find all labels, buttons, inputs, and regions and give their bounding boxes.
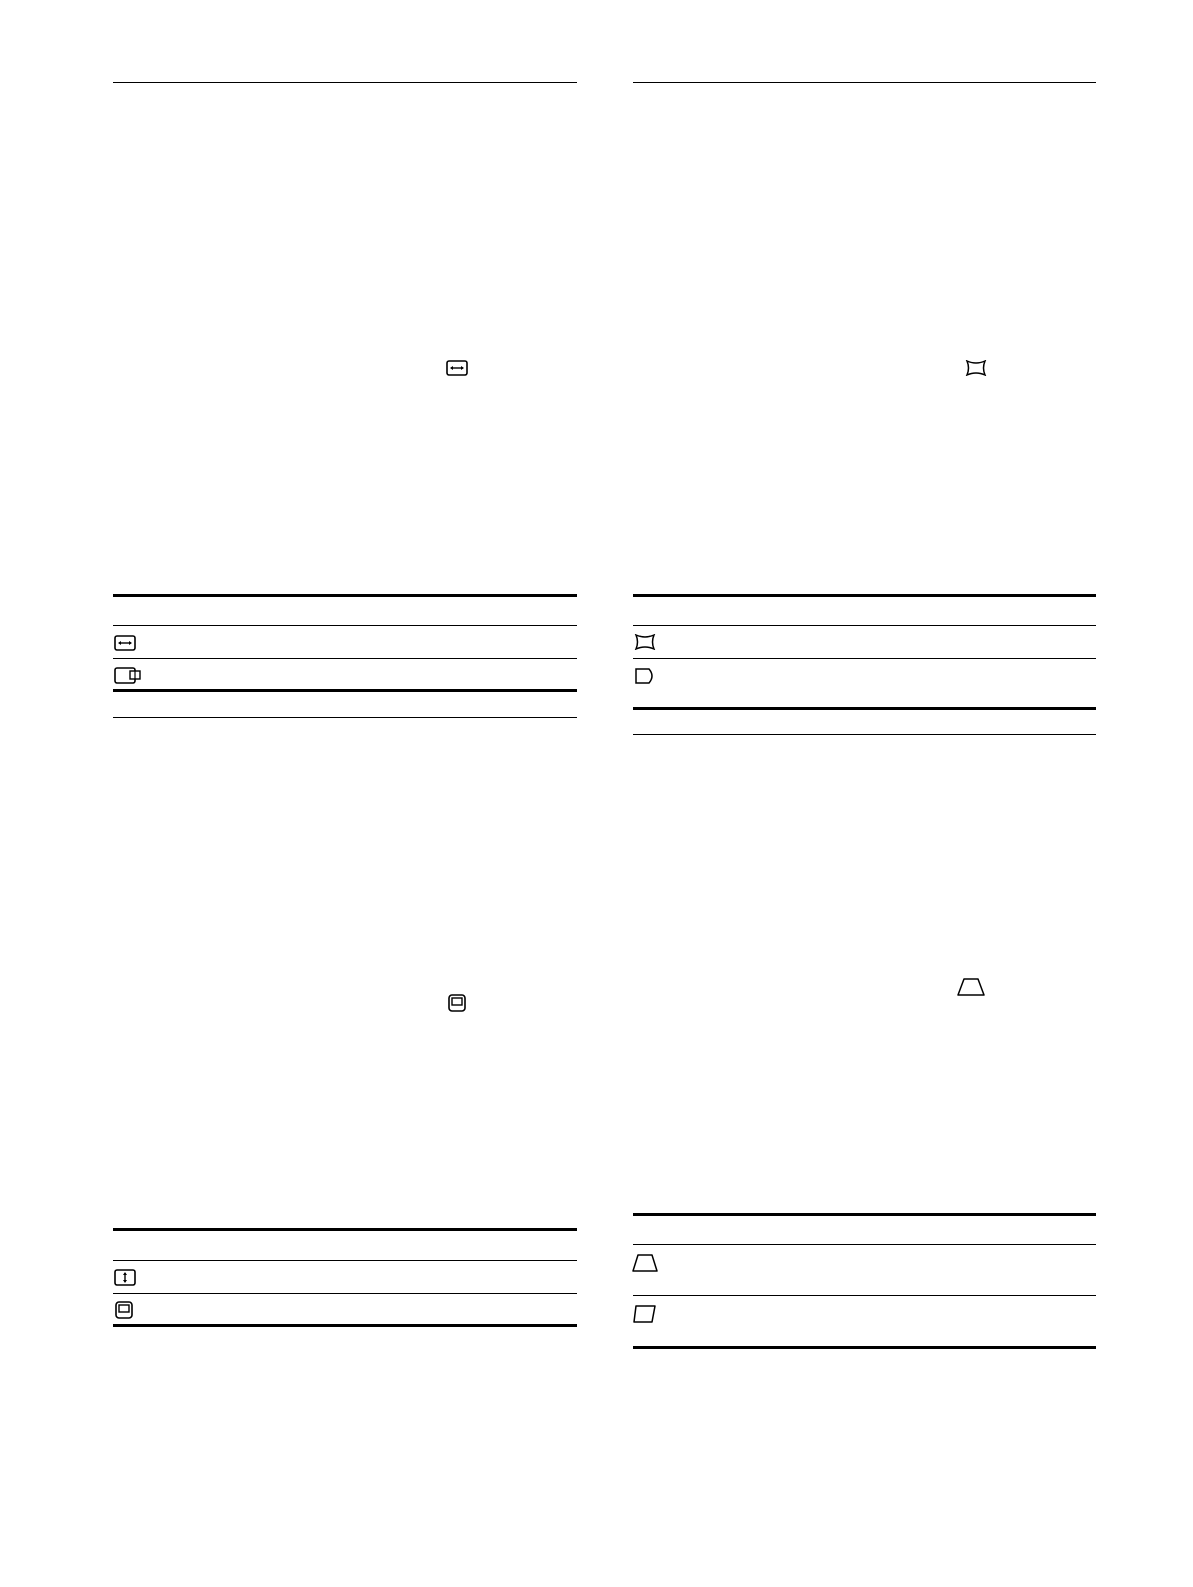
table-top-rule xyxy=(633,1213,1096,1216)
table-bottom-rule xyxy=(633,707,1096,710)
horizontal-size-icon xyxy=(114,635,136,651)
table-top-rule xyxy=(633,594,1096,597)
table-bottom-rule xyxy=(633,1346,1096,1349)
table-bottom-rule xyxy=(113,689,577,692)
pincushion-icon xyxy=(965,360,987,376)
pincushion-icon xyxy=(634,634,656,650)
table-header-rule xyxy=(633,1244,1096,1245)
vertical-center-icon xyxy=(448,994,466,1012)
table-header-rule xyxy=(113,1260,577,1261)
vertical-center-icon xyxy=(115,1301,133,1319)
right-column-header-rule xyxy=(633,82,1096,83)
trapezoid-icon xyxy=(957,978,985,996)
left-column-header-rule xyxy=(113,82,577,83)
horizontal-center-icon xyxy=(114,667,142,684)
table-top-rule xyxy=(113,594,577,597)
table-footnote-rule xyxy=(633,734,1096,735)
table-bottom-rule xyxy=(113,1324,577,1327)
table-row-rule xyxy=(113,658,577,659)
pin-balance-icon xyxy=(634,668,656,684)
table-row-rule xyxy=(633,1295,1096,1296)
table-header-rule xyxy=(113,625,577,626)
vertical-size-icon xyxy=(114,1269,136,1286)
table-top-rule xyxy=(113,1228,577,1231)
horizontal-size-icon xyxy=(446,360,468,376)
parallelogram-icon xyxy=(633,1305,657,1323)
table-footnote-rule xyxy=(113,717,577,718)
table-row-rule xyxy=(633,658,1096,659)
trapezoid-icon xyxy=(632,1254,658,1272)
table-header-rule xyxy=(633,625,1096,626)
table-row-rule xyxy=(113,1293,577,1294)
